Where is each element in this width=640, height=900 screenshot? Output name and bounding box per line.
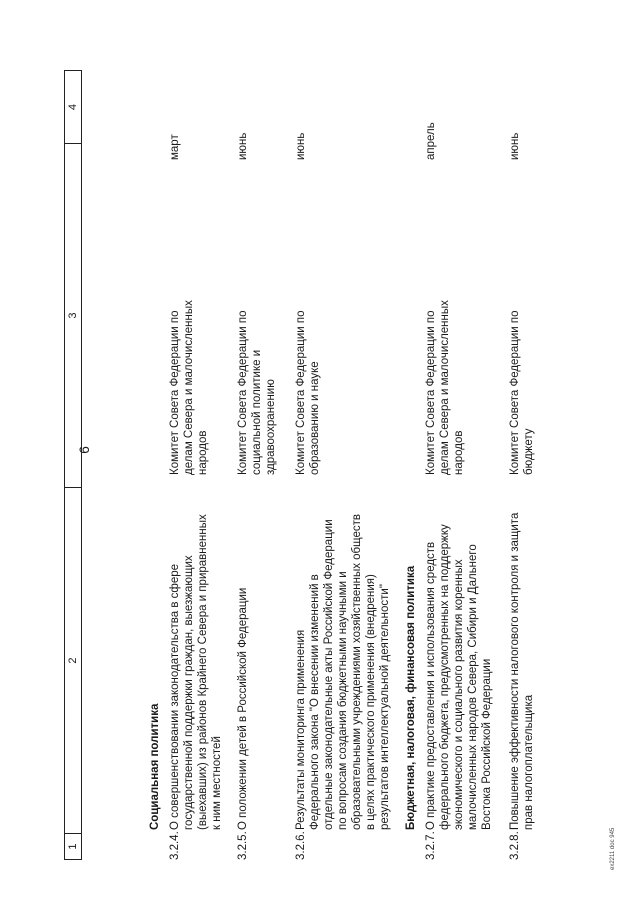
header-divider (65, 833, 81, 834)
row-number: 3.2.5. (237, 831, 249, 860)
row-committee-line: народов (197, 430, 209, 475)
row-committee-line: социальной политике и (251, 349, 263, 475)
header-col-4: 4 (67, 103, 79, 111)
header-divider (65, 487, 81, 488)
row-text-line: государственной поддержки граждан, выезжающих (183, 555, 195, 830)
row-month: март (169, 134, 181, 160)
row-text-line: к ним местностей (211, 736, 223, 830)
row-committee-line: Комитет Совета Федерации по (425, 310, 437, 475)
header-col-2: 2 (67, 657, 79, 664)
section-title: Социальная политика (149, 703, 161, 830)
row-committee-line: делам Севера и малочисленных (183, 300, 195, 475)
row-text-line: Результаты мониторинга применения (295, 629, 307, 830)
row-month: июнь (509, 132, 521, 160)
row-committee-line: здравоохранению (265, 379, 277, 475)
row-text-line: прав налогоплательщика (523, 694, 535, 830)
row-text-line: О практике предоставления и использования средств (425, 541, 437, 830)
row-committee-line: бюджету (523, 428, 535, 475)
row-number: 3.2.7. (425, 831, 437, 860)
row-text-line: по вопросам создания бюджетными научными и (337, 571, 349, 830)
table-header-row (64, 70, 82, 860)
row-number: 3.2.4. (169, 831, 181, 860)
header-divider (65, 143, 81, 144)
row-committee-line: Комитет Совета Федерации по (169, 310, 181, 475)
row-number: 3.2.8. (509, 831, 521, 860)
row-text-line: Востока Российской Федерации (481, 658, 493, 830)
header-col-1: 1 (67, 843, 79, 850)
row-text-line: экономического и социального развития коренных (453, 559, 465, 830)
row-text-line: образовательными учреждениями хозяйственных обществ (351, 514, 363, 830)
row-text-line: О положении детей в Российской Федерации (237, 587, 249, 830)
document-code: ex2211 doc 945 (610, 827, 616, 870)
row-committee-line: Комитет Совета Федерации по (237, 310, 249, 475)
row-month: апрель (425, 122, 437, 160)
row-month: июнь (295, 132, 307, 160)
row-text-line: О совершенствовании законодательства в сфере (169, 563, 181, 830)
row-committee-line: народов (453, 430, 465, 475)
row-text-line: малочисленных народов Севера, Сибири и Дальнего (467, 544, 479, 830)
row-committee-line: Комитет Совета Федерации по (509, 310, 521, 475)
row-number: 3.2.6. (295, 831, 307, 860)
row-text-line: в целях практического применения (внедрения) (365, 574, 377, 830)
row-text-line: Повышение эффективности налогового контроля и защита (509, 512, 521, 830)
section-title: Бюджетная, налоговая, финансовая политика (405, 565, 417, 830)
row-month: июнь (237, 132, 249, 160)
row-text-line: результатов интеллектуальной деятельности" (379, 584, 391, 830)
row-text-line: (выехавших) из районов Крайнего Севера и приравненных (197, 514, 209, 830)
row-text-line: Федерального закона "О внесении изменений в (309, 574, 321, 830)
row-committee-line: делам Севера и малочисленных (439, 300, 451, 475)
row-text-line: федерального бюджета, предусмотренных на поддержку (439, 524, 451, 830)
row-text-line: отдельные законодательные акты Российской Федерации (323, 519, 335, 830)
header-col-3: 3 (67, 312, 79, 319)
row-committee-line: образованию и науке (309, 361, 321, 475)
row-committee-line: Комитет Совета Федерации по (295, 310, 307, 475)
page-number: 6 (76, 446, 92, 454)
